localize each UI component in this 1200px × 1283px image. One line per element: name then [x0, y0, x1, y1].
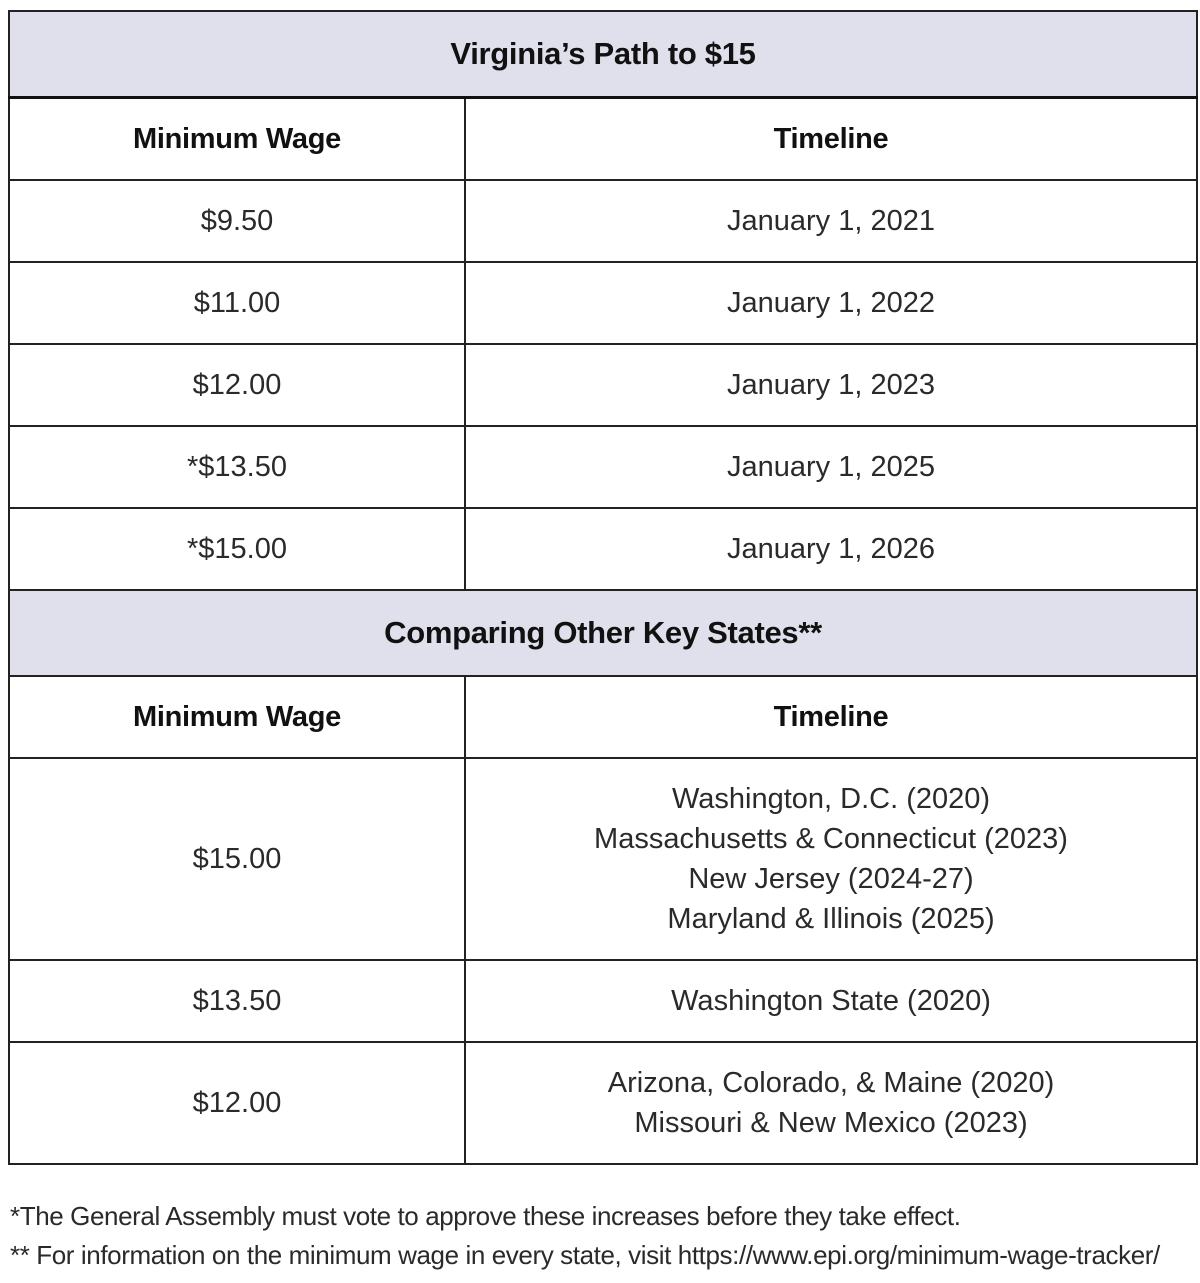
timeline-cell: January 1, 2025 — [465, 426, 1197, 508]
minimum-wage-table — [8, 10, 1198, 1165]
table-row — [9, 1042, 1197, 1164]
footnotes — [10, 1197, 1195, 1275]
wage-cell: *$13.50 — [9, 426, 465, 508]
table-row — [9, 960, 1197, 1042]
table-row — [9, 180, 1197, 262]
table-row — [9, 508, 1197, 590]
wage-cell: $13.50 — [9, 960, 465, 1042]
table-row — [9, 344, 1197, 426]
wage-cell: $12.00 — [9, 344, 465, 426]
timeline-line: Missouri & New Mexico (2023) — [634, 1107, 1028, 1139]
comparison-column-headers — [9, 676, 1197, 758]
virginia-column-headers — [9, 98, 1197, 181]
timeline-line: Maryland & Illinois (2025) — [667, 903, 995, 935]
comparison-section-header — [9, 590, 1197, 676]
timeline-line: Washington, D.C. (2020) — [671, 783, 991, 815]
table-row — [9, 426, 1197, 508]
timeline-cell — [465, 1042, 1197, 1164]
wage-cell: $11.00 — [9, 262, 465, 344]
column-header-minimum-wage: Minimum Wage — [9, 676, 465, 758]
virginia-section-title: Virginia’s Path to $15 — [9, 11, 1197, 98]
virginia-section-header — [9, 11, 1197, 98]
timeline-line: Massachusetts & Connecticut (2023) — [594, 823, 1068, 855]
timeline-cell: January 1, 2023 — [465, 344, 1197, 426]
wage-cell: $12.00 — [9, 1042, 465, 1164]
timeline-line: Arizona, Colorado, & Maine (2020) — [607, 1067, 1055, 1099]
wage-cell: $9.50 — [9, 180, 465, 262]
timeline-cell — [465, 960, 1197, 1042]
table-row — [9, 262, 1197, 344]
timeline-cell: January 1, 2026 — [465, 508, 1197, 590]
timeline-line: New Jersey (2024-27) — [688, 863, 974, 895]
column-header-timeline: Timeline — [465, 98, 1197, 181]
wage-cell: $15.00 — [9, 758, 465, 960]
table-row — [9, 758, 1197, 960]
timeline-cell: January 1, 2022 — [465, 262, 1197, 344]
column-header-minimum-wage: Minimum Wage — [9, 98, 465, 181]
comparison-section-title: Comparing Other Key States** — [9, 590, 1197, 676]
column-header-timeline: Timeline — [465, 676, 1197, 758]
timeline-line: Washington State (2020) — [671, 984, 991, 1017]
footnote-general-assembly: *The General Assembly must vote to approve these increases before they take effect. — [10, 1201, 961, 1231]
timeline-cell — [465, 758, 1197, 960]
footnote-epi-link: ** For information on the minimum wage in every state, visit https://www.epi.org/minimum-wage-tracker/ — [10, 1240, 1160, 1270]
timeline-cell: January 1, 2021 — [465, 180, 1197, 262]
wage-cell: *$15.00 — [9, 508, 465, 590]
